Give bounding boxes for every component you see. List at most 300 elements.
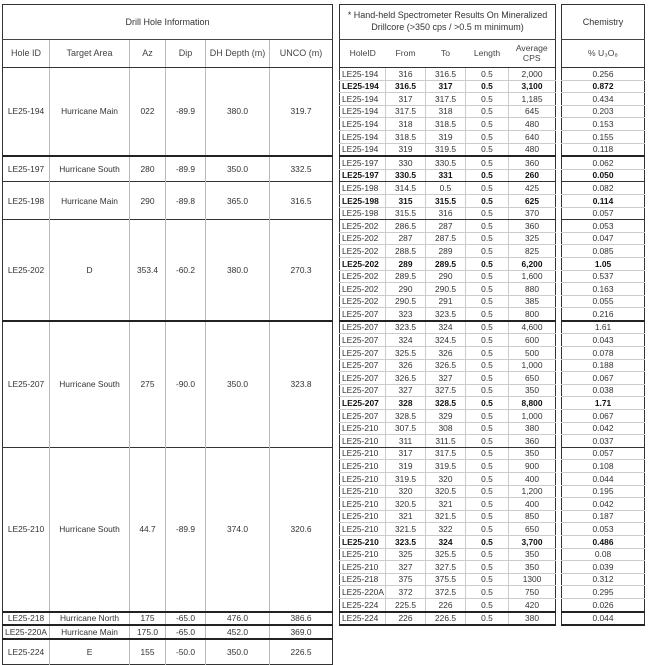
- cell-from: 319: [386, 143, 426, 156]
- cell-from: 372: [386, 586, 426, 599]
- cell-len: 0.5: [466, 460, 509, 473]
- spectrometer-row: [340, 460, 556, 473]
- col-header-from: From: [386, 40, 426, 68]
- cell-from: 330: [386, 156, 426, 169]
- spectrometer-row: [340, 321, 556, 334]
- cell-hole: LE25-194: [340, 118, 386, 131]
- cell-u3o8: 0.067: [562, 410, 645, 423]
- cell-cps: 500: [509, 347, 556, 360]
- spectrometer-row: [340, 245, 556, 258]
- chemistry-row: [562, 612, 645, 626]
- cell-cps: 350: [509, 384, 556, 397]
- cell-from: 319.5: [386, 473, 426, 486]
- cell-len: 0.5: [466, 410, 509, 423]
- cell-to: 326: [426, 347, 466, 360]
- cell-cps: 1,000: [509, 410, 556, 423]
- col-header-hole-id: Hole ID: [3, 40, 50, 68]
- cell-cps: 360: [509, 220, 556, 233]
- cell-unco: 386.6: [290, 613, 312, 624]
- cell-u3o8: 0.486: [562, 535, 645, 548]
- cell-len: 0.5: [466, 257, 509, 270]
- cell-to: 289.5: [426, 257, 466, 270]
- cell-hole: LE25-210: [340, 548, 386, 561]
- spectrometer-row: [340, 347, 556, 360]
- cell-u3o8: 0.055: [562, 295, 645, 308]
- cell-len: 0.5: [466, 447, 509, 460]
- cell-hole: LE25-210: [340, 498, 386, 511]
- cell-from: 287: [386, 232, 426, 245]
- spectrometer-row: [340, 498, 556, 511]
- cell-hole: LE25-194: [340, 68, 386, 81]
- cell-u3o8: 0.062: [562, 156, 645, 169]
- spectrometer-row: [340, 68, 556, 81]
- cell-cps: 260: [509, 169, 556, 182]
- cell-from: 318.5: [386, 130, 426, 143]
- cell-cps: 600: [509, 334, 556, 347]
- chemistry-row: [562, 194, 645, 207]
- cell-cps: 350: [509, 447, 556, 460]
- drill-hole-row: [3, 612, 333, 626]
- cell-u3o8: 0.043: [562, 334, 645, 347]
- cell-len: 0.5: [466, 612, 509, 626]
- cell-id: LE25-194: [3, 68, 50, 157]
- cell-cps: 425: [509, 182, 556, 195]
- cell-u3o8: 0.295: [562, 586, 645, 599]
- cell-from: 315: [386, 194, 426, 207]
- cell-hole: LE25-194: [340, 105, 386, 118]
- cell-u3o8: 0.053: [562, 220, 645, 233]
- chemistry-row: [562, 80, 645, 93]
- cell-cps: 480: [509, 118, 556, 131]
- cell-to: 291: [426, 295, 466, 308]
- cell-target: Hurricane Main: [50, 182, 130, 220]
- chemistry-row: [562, 422, 645, 435]
- cell-to: 327.5: [426, 561, 466, 574]
- chemistry-row: [562, 182, 645, 195]
- cell-u3o8: 0.082: [562, 182, 645, 195]
- cell-cps: 4,600: [509, 321, 556, 334]
- drill-hole-row: [3, 182, 333, 220]
- chemistry-row: [562, 105, 645, 118]
- cell-unco: 316.5: [290, 195, 312, 206]
- cell-to: 321.5: [426, 510, 466, 523]
- cell-from: 316.5: [386, 80, 426, 93]
- spectrometer-row: [340, 232, 556, 245]
- chemistry-row: [562, 573, 645, 586]
- spectrometer-row: [340, 270, 556, 283]
- chemistry-row: [562, 384, 645, 397]
- cell-to: 287.5: [426, 232, 466, 245]
- cell-from: 325: [386, 548, 426, 561]
- cell-to: 324: [426, 321, 466, 334]
- spectrometer-row: [340, 93, 556, 106]
- cell-len: 0.5: [466, 270, 509, 283]
- chemistry-row: [562, 118, 645, 131]
- cell-az: 44.7: [130, 447, 166, 611]
- cell-depth: 452.0: [206, 625, 270, 639]
- drill-hole-row: [3, 447, 333, 611]
- cell-dip: -89.9: [166, 447, 206, 611]
- chemistry-row: [562, 156, 645, 169]
- cell-to: 316: [426, 207, 466, 220]
- cell-from: 323.5: [386, 321, 426, 334]
- cell-u3o8: 0.153: [562, 118, 645, 131]
- cell-len: 0.5: [466, 105, 509, 118]
- cell-to: 320: [426, 473, 466, 486]
- spectrometer-row: [340, 105, 556, 118]
- cell-u3o8: 0.067: [562, 372, 645, 385]
- cell-cps: 370: [509, 207, 556, 220]
- cell-len: 0.5: [466, 397, 509, 410]
- cell-len: 0.5: [466, 118, 509, 131]
- cell-hole: LE25-207: [340, 347, 386, 360]
- cell-u3o8: 0.872: [562, 80, 645, 93]
- cell-from: 317: [386, 93, 426, 106]
- cell-to: 327: [426, 372, 466, 385]
- cell-hole: LE25-194: [340, 143, 386, 156]
- cell-u3o8: 0.044: [562, 612, 645, 626]
- cell-az: 290: [130, 182, 166, 220]
- spectrometer-row: [340, 473, 556, 486]
- cell-from: 225.5: [386, 598, 426, 611]
- cell-to: 290.5: [426, 283, 466, 296]
- cell-to: 316.5: [426, 68, 466, 81]
- chemistry-row: [562, 93, 645, 106]
- cell-to: 326.5: [426, 359, 466, 372]
- cell-u3o8: 0.188: [562, 359, 645, 372]
- cell-to: 320.5: [426, 485, 466, 498]
- cell-az: 280: [130, 156, 166, 182]
- chemistry-row: [562, 245, 645, 258]
- cell-len: 0.5: [466, 220, 509, 233]
- cell-to: 317.5: [426, 93, 466, 106]
- cell-len: 0.5: [466, 561, 509, 574]
- cell-target: Hurricane South: [50, 321, 130, 448]
- cell-cps: 350: [509, 561, 556, 574]
- spectrometer-row: [340, 447, 556, 460]
- cell-from: 317.5: [386, 105, 426, 118]
- cell-to: 317: [426, 80, 466, 93]
- cell-cps: 480: [509, 143, 556, 156]
- cell-hole: LE25-202: [340, 295, 386, 308]
- cell-to: 226: [426, 598, 466, 611]
- cell-from: 317: [386, 447, 426, 460]
- chemistry-row: [562, 207, 645, 220]
- cell-hole: LE25-210: [340, 422, 386, 435]
- cell-to: 311.5: [426, 435, 466, 448]
- cell-len: 0.5: [466, 498, 509, 511]
- cell-cps: 825: [509, 245, 556, 258]
- cell-len: 0.5: [466, 169, 509, 182]
- cell-len: 0.5: [466, 422, 509, 435]
- cell-to: 372.5: [426, 586, 466, 599]
- spectrometer-row: [340, 535, 556, 548]
- cell-u3o8: 0.537: [562, 270, 645, 283]
- cell-cps: 325: [509, 232, 556, 245]
- cell-u3o8: 0.057: [562, 447, 645, 460]
- spectrometer-row: [340, 410, 556, 423]
- cell-cps: 1,600: [509, 270, 556, 283]
- cell-unco: 369.0: [290, 626, 312, 637]
- cell-cps: 420: [509, 598, 556, 611]
- cell-unco: 332.5: [290, 164, 312, 175]
- chemistry-row: [562, 68, 645, 81]
- cell-len: 0.5: [466, 548, 509, 561]
- cell-hole: LE25-210: [340, 523, 386, 536]
- cell-depth: 380.0: [206, 68, 270, 157]
- cell-u3o8: 0.047: [562, 232, 645, 245]
- chemistry-row: [562, 372, 645, 385]
- chemistry-row: [562, 283, 645, 296]
- cell-hole: LE25-202: [340, 245, 386, 258]
- cell-cps: 1,000: [509, 359, 556, 372]
- cell-cps: 1,200: [509, 485, 556, 498]
- cell-len: 0.5: [466, 295, 509, 308]
- cell-id: LE25-224: [3, 639, 50, 665]
- cell-dip: -65.0: [166, 612, 206, 626]
- chemistry-row: [562, 220, 645, 233]
- cell-depth: 476.0: [206, 612, 270, 626]
- chemistry-row: [562, 397, 645, 410]
- cell-target: Hurricane South: [50, 447, 130, 611]
- cell-cps: 385: [509, 295, 556, 308]
- col-header-holeid: HoleID: [340, 40, 386, 68]
- cell-from: 311: [386, 435, 426, 448]
- cell-target: E: [50, 639, 130, 665]
- drill-hole-row: [3, 639, 333, 665]
- cell-cps: 650: [509, 523, 556, 536]
- cell-from: 328: [386, 397, 426, 410]
- cell-id: LE25-198: [3, 182, 50, 220]
- cell-hole: LE25-207: [340, 321, 386, 334]
- cell-cps: 650: [509, 372, 556, 385]
- cell-id: LE25-218: [3, 612, 50, 626]
- cell-u3o8: 0.044: [562, 473, 645, 486]
- cell-len: 0.5: [466, 372, 509, 385]
- chemistry-row: [562, 586, 645, 599]
- chemistry-row: [562, 598, 645, 611]
- cell-to: 319.5: [426, 460, 466, 473]
- cell-to: 328.5: [426, 397, 466, 410]
- cell-from: 323.5: [386, 535, 426, 548]
- cell-len: 0.5: [466, 93, 509, 106]
- cell-cps: 6,200: [509, 257, 556, 270]
- cell-len: 0.5: [466, 232, 509, 245]
- cell-target: Hurricane Main: [50, 625, 130, 639]
- cell-u3o8: 0.155: [562, 130, 645, 143]
- cell-from: 289: [386, 257, 426, 270]
- spectrometer-row: [340, 435, 556, 448]
- spectrometer-row: [340, 586, 556, 599]
- spectrometer-row: [340, 156, 556, 169]
- cell-hole: LE25-202: [340, 232, 386, 245]
- cell-az: 353.4: [130, 220, 166, 321]
- chemistry-row: [562, 460, 645, 473]
- chemistry-row: [562, 130, 645, 143]
- cell-hole: LE25-202: [340, 257, 386, 270]
- cell-u3o8: 0.256: [562, 68, 645, 81]
- cell-hole: LE25-210: [340, 447, 386, 460]
- chemistry-row: [562, 232, 645, 245]
- cell-from: 314.5: [386, 182, 426, 195]
- col-header-length: Length: [466, 40, 509, 68]
- chemistry-row: [562, 321, 645, 334]
- cell-depth: 350.0: [206, 321, 270, 448]
- cell-cps: 640: [509, 130, 556, 143]
- cell-to: 0.5: [426, 182, 466, 195]
- cell-depth: 374.0: [206, 447, 270, 611]
- cell-from: 318: [386, 118, 426, 131]
- cell-target: Hurricane North: [50, 612, 130, 626]
- cell-u3o8: 0.053: [562, 523, 645, 536]
- cell-hole: LE25-224: [340, 598, 386, 611]
- spectrometer-row: [340, 283, 556, 296]
- spectrometer-title: * Hand-held Spectrometer Results On Mineralized Drillcore (>350 cps / >0.5 m minimum): [340, 5, 556, 40]
- cell-u3o8: 0.042: [562, 422, 645, 435]
- cell-hole: LE25-202: [340, 220, 386, 233]
- spectrometer-row: [340, 523, 556, 536]
- cell-u3o8: 1.61: [562, 321, 645, 334]
- cell-to: 323.5: [426, 308, 466, 321]
- cell-u3o8: 0.078: [562, 347, 645, 360]
- cell-from: 290: [386, 283, 426, 296]
- cell-to: 321: [426, 498, 466, 511]
- cell-len: 0.5: [466, 207, 509, 220]
- col-header-unco: UNCO (m): [270, 40, 333, 68]
- cell-cps: 3,100: [509, 80, 556, 93]
- cell-id: LE25-220A: [3, 625, 50, 639]
- chemistry-title: Chemistry: [562, 5, 645, 40]
- cell-hole: LE25-194: [340, 93, 386, 106]
- cell-az: 275: [130, 321, 166, 448]
- cell-len: 0.5: [466, 321, 509, 334]
- chemistry-row: [562, 143, 645, 156]
- chemistry-row: [562, 435, 645, 448]
- cell-id: LE25-210: [3, 447, 50, 611]
- cell-depth: 365.0: [206, 182, 270, 220]
- chemistry-row: [562, 334, 645, 347]
- cell-len: 0.5: [466, 347, 509, 360]
- cell-from: 326: [386, 359, 426, 372]
- cell-from: 328.5: [386, 410, 426, 423]
- cell-len: 0.5: [466, 535, 509, 548]
- cell-cps: 645: [509, 105, 556, 118]
- cell-hole: LE25-207: [340, 334, 386, 347]
- drill-hole-row: [3, 220, 333, 321]
- chemistry-row: [562, 270, 645, 283]
- cell-cps: 1,185: [509, 93, 556, 106]
- cell-len: 0.5: [466, 359, 509, 372]
- chemistry-row: [562, 485, 645, 498]
- spectrometer-row: [340, 295, 556, 308]
- chemistry-row: [562, 308, 645, 321]
- cell-len: 0.5: [466, 245, 509, 258]
- chemistry-row: [562, 473, 645, 486]
- cell-from: 316: [386, 68, 426, 81]
- cell-cps: 2,000: [509, 68, 556, 81]
- cell-id: LE25-207: [3, 321, 50, 448]
- cell-cps: 900: [509, 460, 556, 473]
- cell-hole: LE25-198: [340, 207, 386, 220]
- cell-to: 319.5: [426, 143, 466, 156]
- cell-cps: 380: [509, 612, 556, 626]
- cell-cps: 1300: [509, 573, 556, 586]
- cell-from: 319: [386, 460, 426, 473]
- cell-cps: 880: [509, 283, 556, 296]
- cell-cps: 750: [509, 586, 556, 599]
- cell-u3o8: 0.085: [562, 245, 645, 258]
- spectrometer-row: [340, 485, 556, 498]
- spectrometer-row: [340, 548, 556, 561]
- cell-len: 0.5: [466, 435, 509, 448]
- cell-to: 315.5: [426, 194, 466, 207]
- cell-az: 022: [130, 68, 166, 157]
- spectrometer-row: [340, 372, 556, 385]
- spectrometer-row: [340, 598, 556, 611]
- chemistry-row: [562, 410, 645, 423]
- cell-len: 0.5: [466, 182, 509, 195]
- cell-dip: -89.8: [166, 182, 206, 220]
- spectrometer-results-table: [339, 4, 556, 626]
- cell-u3o8: 0.108: [562, 460, 645, 473]
- cell-cps: 380: [509, 422, 556, 435]
- cell-u3o8: 0.038: [562, 384, 645, 397]
- spectrometer-row: [340, 397, 556, 410]
- cell-depth: 350.0: [206, 639, 270, 665]
- spectrometer-row: [340, 220, 556, 233]
- cell-u3o8: 0.118: [562, 143, 645, 156]
- cell-from: 326.5: [386, 372, 426, 385]
- cell-to: 330.5: [426, 156, 466, 169]
- chemistry-row: [562, 257, 645, 270]
- cell-u3o8: 0.026: [562, 598, 645, 611]
- cell-u3o8: 0.195: [562, 485, 645, 498]
- cell-hole: LE25-210: [340, 460, 386, 473]
- spectrometer-row: [340, 194, 556, 207]
- cell-from: 320.5: [386, 498, 426, 511]
- cell-id: LE25-197: [3, 156, 50, 182]
- spectrometer-row: [340, 143, 556, 156]
- cell-len: 0.5: [466, 308, 509, 321]
- cell-from: 325.5: [386, 347, 426, 360]
- cell-hole: LE25-210: [340, 561, 386, 574]
- drill-hole-row: [3, 625, 333, 639]
- cell-to: 322: [426, 523, 466, 536]
- cell-hole: LE25-207: [340, 410, 386, 423]
- col-header-dh-depth: DH Depth (m): [206, 40, 270, 68]
- cell-to: 327.5: [426, 384, 466, 397]
- cell-target: D: [50, 220, 130, 321]
- cell-len: 0.5: [466, 156, 509, 169]
- cell-from: 289.5: [386, 270, 426, 283]
- cell-len: 0.5: [466, 523, 509, 536]
- cell-len: 0.5: [466, 485, 509, 498]
- spectrometer-row: [340, 384, 556, 397]
- cell-len: 0.5: [466, 510, 509, 523]
- cell-to: 318: [426, 105, 466, 118]
- cell-to: 329: [426, 410, 466, 423]
- cell-az: 155: [130, 639, 166, 665]
- cell-unco: 319.7: [290, 106, 312, 117]
- cell-from: 321: [386, 510, 426, 523]
- cell-cps: 850: [509, 510, 556, 523]
- spectrometer-row: [340, 573, 556, 586]
- cell-hole: LE25-224: [340, 612, 386, 626]
- spectrometer-row: [340, 80, 556, 93]
- cell-from: 286.5: [386, 220, 426, 233]
- cell-unco: 270.3: [290, 264, 312, 275]
- cell-to: 375.5: [426, 573, 466, 586]
